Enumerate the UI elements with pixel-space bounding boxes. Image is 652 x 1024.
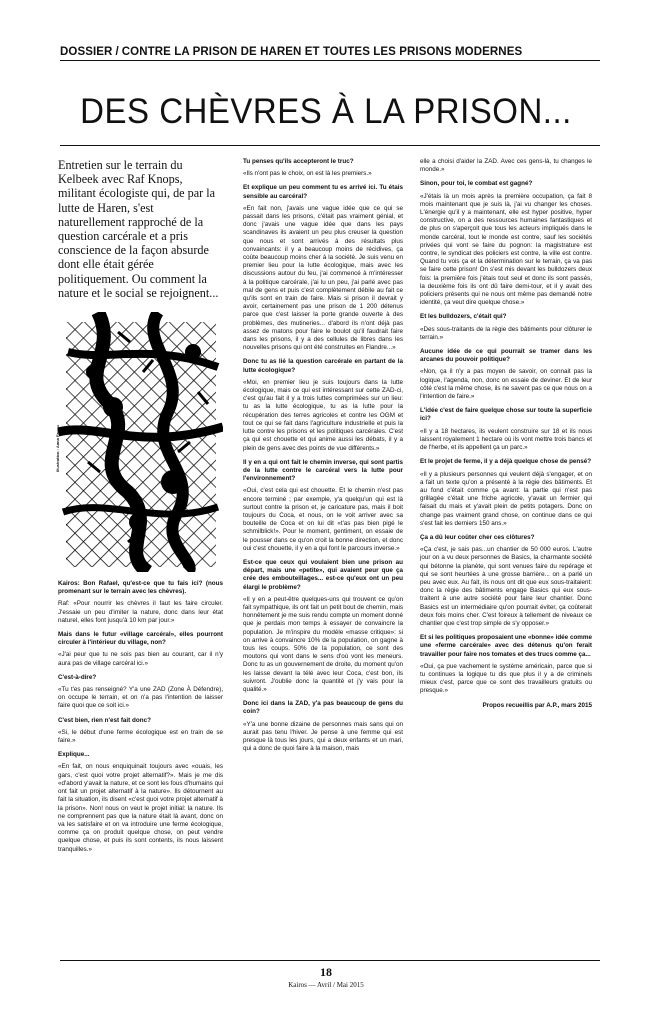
interview-question: Et les bulldozers, c'était qui?	[420, 313, 507, 321]
footer-rule	[60, 960, 600, 961]
interview-question: Sinon, pour toi, le combat est gagné?	[420, 180, 533, 188]
interview-question: Mais dans le futur «village carcéral», elles pourront circuler à l'intérieur du village, non?	[58, 631, 223, 647]
interview-question: Ça a dû leur coûter cher ces clôtures?	[420, 533, 535, 541]
interview-answer: «Y'a une bonne dizaine de personnes mais sans qui on aurait pas tenu l'hiver. Je pense à une femme qui est presque là tous les jours, qui a deux enfants et un mari, qui a donc de quoi faire à la maison, mais	[243, 720, 403, 753]
article-title: DES CHÈVRES À LA PRISON...	[80, 90, 572, 131]
interview-answer: «En fait non, j'avais une vague idée que ce qui se passait dans les prisons, c'était pas vraiment génial, et donc j'avais une vague idée que dans les pays scandinaves ils avaient un peu plus creuser la question que nous et sont arrivés à des résultats plus convaincants: il y a beaucoup moins de récidives, ça coûte beaucoup moins cher à la société. Je suis venu en premier lieu pour la lutte écologique, mais avec les discussions autour du feu, j'ai commencé à m'intéresser à la politique carcérale, j'ai lu un peu, j'ai parlé avec pas mal de gens et puis c'est complètement débile au fait ce qu'ils sont en train de faire. Mais si prison il devrait y avoir, certainement pas une prison de 1 200 détenus parce que c'est laisser la porte grande ouverte à des problèmes, des mutineries... d'abord ils n'ont déjà pas assez de matons pour faire le boulot qu'il faudrait faire dans les prisons, il y a des cellules de libres dans les nouvelles prisons qui ont été construites en Flandre...»	[243, 204, 403, 352]
interview-answer: «Ça c'est, je sais pas...un chantier de 50 000 euros. L'autre jour on a vu deux personnes de Basics, la charmante société qui bétonne la planète, qui sont venues faire du repérage et qui se sont heurtées à une grosse barrière... on a parlé un peu avec eux. Au fait, ils nous ont dit que eux sous-traitaient: donc la règie des bâtiments engage Basics qui eux sous-traitent à une autre société pour faire leur chantier. Donc Basics est un intermédiaire qu'on pourrait éviter, ça coûterait deux fois moins cher. C'est foireux à tellement de niveaux ce chantier que c'est trop simple de s'y opposer.»	[420, 546, 592, 627]
interview-question: Donc ici dans la ZAD, y'a pas beaucoup de gens du coin?	[243, 700, 403, 716]
interview-answer: «J'ai peur que tu ne sois pas bien au courant, car il n'y aura pas de village carcéral ici.»	[58, 651, 223, 667]
interview-answer: «Il y a 18 hectares, ils veulent construire sur 18 et ils nous laissent royalement 1 hectare où ils vont mettre trois bancs et de l'herbe, et ils appellent ça un parc.»	[420, 427, 592, 452]
interview-answer: Raf: «Pour nourrir les chèvres il faut les faire circuler. J'essaie un peu d'imiter la nature, donc dans leur état naturel, elles font jusqu'à 10 km par jour.»	[58, 600, 223, 624]
article-intro: Entretien sur le terrain du Kelbeek avec Raf Knops, militant écologiste qui, de par la lutte de Haren, s'est naturellement rapproché de la question carcérale et a pris conscience de la façon absurde dont elle était gérée politiquement. Ou comment la nature et le social se rejoignent...	[58, 158, 219, 300]
column-1-body	[58, 580, 223, 854]
interview-answer: «Il y en a peut-être quelques-uns qui trouvent ce qu'on fait sympathique, ils ont fait un petit bout de chemin, mais honnêtement je me suis rendu compte un moment donné que je perdais mon temps à essayer de convaincre la population. Je m'inspire du modèle «masse critique»: si on arrive à convaincre 10% de la population, on gagne à tous les coups. 50% de la population, ce sont des moutons qui vont dans le sens d'où vont les meneurs. Donc tu as un gouvernement de droite, du moment qu'on les laisse devant la télé avec leur Coca, c'est bon, ils suivront. J'oublie donc la quantité et j'y vais pour la qualité.»	[243, 595, 403, 693]
interview-question: Explique...	[58, 751, 90, 759]
column-3	[420, 158, 592, 710]
issue-info: Kairos — Avril / Mai 2015	[288, 981, 364, 989]
interview-question: Aucune idée de ce qui pourrait se tramer dans les arcanes du pouvoir politique?	[420, 348, 592, 364]
interview-answer: «Moi, en premier lieu je suis toujours dans la lutte écologique, mais ce qui est intéressant sur cette ZAD-ci, c'est qu'au fait il y a trois luttes comprimées sur un lieu: tu as la lutte écologique, tu as la lutte pour la récupération des terres agricoles et contre les OGM et tout ce qui se fait dans l'agriculture industrielle et puis la lutte contre les prisons et les politiques carcérales. C'est ça qui est chouette et qui anime aussi les débats, il y a plein de gens avec des points de vue différents.»	[243, 378, 403, 452]
header-rule	[60, 60, 600, 61]
interview-answer: «J'étais là un mois après la première occupation, ça fait 8 mois maintenant que je suis là, j'ai vu changer les choses. L'énergie qu'il y a maintenant, elle est hyper positive, hyper constructive, on a des ressources humaines fantastiques et de plus on s'aperçoit que tous les acteurs impliqués dans le monde carcéral, tout le monde est contre, sauf les sociétés privées qui vont se faire du pognon: la magistrature est contre, le syndicat des policiers est contre, la ville est contre. Quand tu vois ça et la détermination sur le terrain, ça va pas se faire cette prison! On s'est mis devant les bulldozers deux fois: la première fois j'étais tout seul et donc ils sont passés, la deuxième fois ils ont dû faire demi-tour, et il y avait des policiers présents qui ne nous ont même pas demandé notre identité, ça veut dire quelque chose.»	[420, 192, 592, 307]
interview-question: Donc tu as lié la question carcérale en partant de la lutte écologique?	[243, 358, 403, 374]
column-3-body	[420, 158, 592, 696]
title-rule	[60, 145, 600, 146]
interview-answer: «Des sous-traitants de la règie des bâtiments pour clôturer le terrain.»	[420, 325, 592, 341]
barbed-wire-fence-icon	[58, 312, 223, 572]
interview-question: Et si les politiques proposaient une «bonne» idée comme une «ferme carcérale» avec des détenus qu'on ferait travailler pour faire nos tomates et des trucs comme ça...	[420, 634, 592, 658]
interview-question: C'est bien, rien n'est fait donc?	[58, 716, 151, 724]
interview-question: C'est-à-dire?	[58, 673, 97, 681]
interview-answer: «Non, ça il n'y a pas moyen de savoir, on connait pas la logique, l'agenda, non, donc on essaie de deviner. Et de leur côté c'est la même chose, ils ne savent pas ce que nous on a l'intention de faire.»	[420, 368, 592, 401]
interview-answer: «Il y a plusieurs personnes qui veulent déjà s'engager, et on a fait un texte qu'on a présenté à la régie des bâtiments. Et au fond c'était comme ça avant: la partie qui n'est pas grillagée c'était une friche agricole, y'avait un fermier qui faisait du mais et y'avait plein de petits potagers. Donc on change pas vraiment grand chose, on continue dans ce qui s'est fait les derniers 150 ans.»	[420, 470, 592, 527]
prison-fence-illustration	[55, 312, 223, 572]
interview-question: Tu penses qu'ils accepteront le truc?	[243, 158, 354, 165]
column-2	[243, 158, 403, 759]
interview-answer: «Si, le début d'une ferme écologique est en train de se faire.»	[58, 728, 223, 745]
header-separator: /	[115, 46, 119, 58]
section-label: DOSSIER	[60, 46, 113, 58]
interview-answer: elle a choisi d'aider la ZAD. Avec ces gens-là, tu changes le monde.»	[420, 158, 592, 174]
column-2-body	[243, 158, 403, 753]
interview-answer: «Oui, c'est cela qui est chouette. Et le chemin n'est pas encore terminé ; par exemple, y'a quelqu'un qui est là surtout contre la prison et, je caricature pas, mais il boit toujours du Coca, et nous, on le voit arriver avec sa bouteille de Coca et on lui dit «t'as pas bien pigé le schmilblick!». Pour le moment, gentiment, on essaie de le pousser dans ce qu'on croit la bonne direction, et donc oui c'est chouette, il y en a qui font le parcours inverse.»	[243, 487, 403, 552]
column-1	[55, 158, 223, 860]
interview-question: Est-ce que ceux qui voulaient bien une prison au départ, mais une «petite», qui avaient peur que ça crée des embouteillages... est-ce qu'eux ont un peu élargi le problème?	[243, 558, 403, 591]
page-number: 18	[320, 965, 332, 979]
dossier-header	[60, 46, 600, 58]
dossier-topic: CONTRE LA PRISON DE HAREN ET TOUTES LES PRISONS MODERNES	[121, 46, 523, 58]
interview-answer: «Tu t'es pas renseigné? Y'a une ZAD (Zone À Défendre), on occupe le terrain, et on n'a pas l'intention de laisser faire quoi que ce soit ici.»	[58, 686, 223, 710]
interview-question: L'idée c'est de faire quelque chose sur toute la superficie ici?	[420, 407, 592, 423]
interview-question: Kairos: Bon Rafael, qu'est-ce que tu fais ici? (nous promenant sur le terrain avec les chèvres).	[58, 580, 223, 596]
interview-answer: «Ils n'ont pas le choix, on est là les premiers.»	[243, 170, 372, 178]
interview-question: Et le projet de ferme, il y a déjà quelque chose de pensé?	[420, 458, 592, 466]
article-signature: Propos recueillis par A.P., mars 2015	[482, 701, 592, 709]
interview-question: Il y en a qui ont fait le chemin inverse, qui sont partis de la lutte contre le carcéral vers la lutte pour l'environnement?	[243, 458, 403, 483]
interview-question: Et explique un peu comment tu es arrivé ici. Tu étais sensible au carcéral?	[243, 184, 403, 200]
illustration-credit: Illustration : Anna Fauqu	[55, 425, 60, 473]
interview-answer: «Oui, ça pue vachement le système américain, parce que si tu continues la logique tu dis que plus il y a de criminels mieux c'est, parce que ce sont des travailleurs gratuits ou presque.»	[420, 662, 592, 695]
interview-answer: «En fait, on nous enquiquinait toujours avec «ouais, les gars, c'est quoi votre projet alternatif?». Mais je me dis «d'abord y'avait la nature, et ce sont les fous d'humains qui ont fait un projet alternatif à la nature». Ils détournent au fait la situation, ils disent «c'est quoi votre projet alternatif à la prison». Non! nous on veut le projet initial: la nature. Ils ne comprennent pas que la nature était là avant, donc on va les satisfaire et on va introduire une ferme écologique, comme ça on produit quelque chose, on peut vendre quelque chose, et puis ils sont contents, ils nous laissent tranquilles.»	[58, 763, 223, 853]
